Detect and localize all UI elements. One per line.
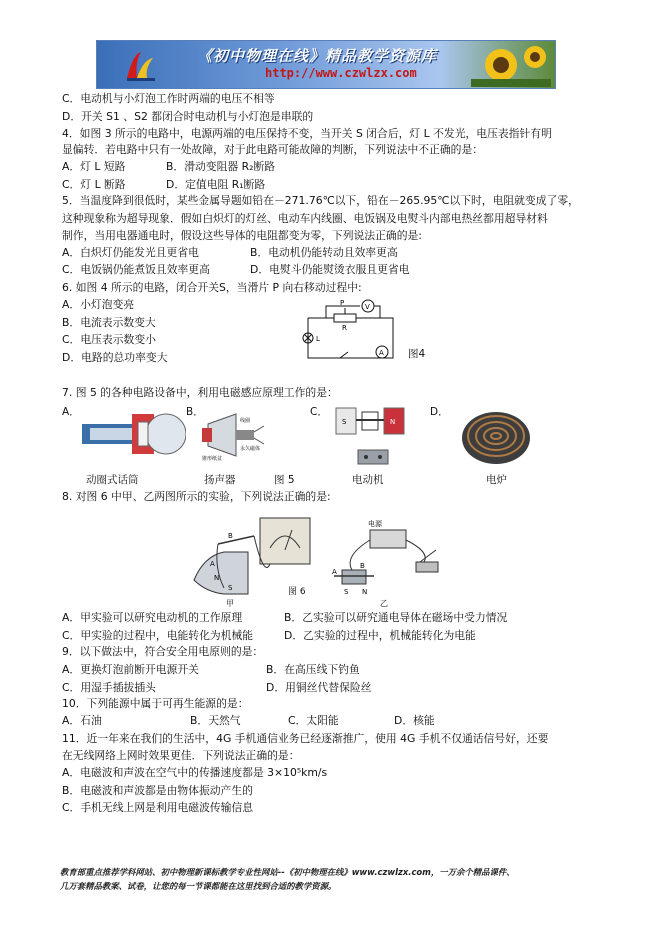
fig5-caption-microphone: 动圈式话筒 <box>86 474 139 486</box>
option-6a: A．小灯泡变亮 <box>62 298 135 311</box>
option-4d: D．定值电阻 R₁断路 <box>166 178 266 191</box>
option-5b: B．电动机仍能转动且效率更高 <box>250 246 398 259</box>
option-8c: C．甲实验的过程中，电能转化为机械能 <box>62 629 254 642</box>
speaker-part-magnet: 永久磁体 <box>240 446 261 452</box>
banner-title: 《初中物理在线》精品教学资源库 <box>197 47 438 65</box>
motor-pole-n: N <box>390 418 396 426</box>
option-10a: A．石油 <box>62 714 102 727</box>
option-10c: C．太阳能 <box>288 714 339 727</box>
question-6: 6. 如图 4 所示的电路，闭合开关S，当滑片 P 向右移动过程中: <box>62 281 362 294</box>
site-logo-icon <box>123 48 159 84</box>
fig5-label-c: C． <box>310 406 328 418</box>
loudspeaker-image <box>200 410 266 462</box>
option-4a: A．灯 L 短路 <box>62 160 126 173</box>
motor-pole-s: S <box>342 418 347 426</box>
fig5-label-b: B． <box>186 406 204 418</box>
fig4-voltmeter-label: V <box>365 303 370 311</box>
option-8d: D．乙实验的过程中，机械能转化为电能 <box>284 629 476 642</box>
fig4-label-p: P <box>340 299 345 307</box>
fig5-caption-stove: 电炉 <box>486 474 507 486</box>
question-11-line1: 11．近一年来在我们的生活中，4G 手机通信业务已经逐渐推广，使用 4G 手机不仅通话信号好，还要 <box>62 732 549 745</box>
question-7: 7. 图 5 的各种电路设备中，利用电磁感应原理工作的是： <box>62 386 338 399</box>
option-10d: D．核能 <box>394 714 435 727</box>
electric-stove-image <box>456 402 536 468</box>
option-3d: D．开关 S1 、S2 都闭合时电动机与小灯泡是串联的 <box>62 110 314 123</box>
header-banner <box>96 40 556 89</box>
fig6-left-label-b: B <box>228 532 233 540</box>
option-4c: C．灯 L 断路 <box>62 178 126 191</box>
option-3c: C．电动机与小灯泡工作时两端的电压不相等 <box>62 92 275 105</box>
option-8b: B．乙实验可以研究通电导体在磁场中受力情况 <box>284 611 508 624</box>
option-9d: D．用铜丝代替保险丝 <box>266 681 372 694</box>
fig5-label-d: D． <box>430 406 449 418</box>
figure-4-caption: 图4 <box>408 348 426 360</box>
speaker-part-coil: 线圈 <box>240 418 251 424</box>
question-8: 8. 对图 6 中甲、乙两图所示的实验，下列说法正确的是: <box>62 490 331 503</box>
question-10: 10．下列能源中属于可再生能源的是： <box>62 697 249 710</box>
fig5-label-a: A． <box>62 406 80 418</box>
question-5-line3: 制作，当用电器通电时，假设这些导体的电阻都变为零，下列说法正确的是: <box>62 229 422 242</box>
fig5-caption-speaker: 扬声器 <box>204 474 236 486</box>
question-5-line2: 这种现象称为超导现象．假如白炽灯的灯丝、电动车内线圈、电饭锅及电熨斗内部电热丝都用超导材料 <box>62 212 548 225</box>
fig6-left-title: 甲 <box>226 599 234 608</box>
question-5-line1: 5．当温度降到很低时，某些金属导题如铅在－271.76℃以下，铅在－265.95℃以下时，电阻就变成了零， <box>62 194 579 207</box>
footer-line-2: 几万套精品教案、试卷，让您的每一节课都能在这里找到合适的教学资源。 <box>60 881 337 891</box>
option-5c: C．电饭锅仍能煮饭且效率更高 <box>62 263 210 276</box>
option-6c: C．电压表示数变小 <box>62 333 156 346</box>
fig6-right-label-a: A <box>332 568 337 576</box>
question-4-line2: 显偏转．若电路中只有一处故障，对于此电路可能故障的判断，下列说法中不正确的是： <box>62 143 484 156</box>
fig6-right-title: 乙 <box>380 599 388 608</box>
option-6b: B．电流表示数变大 <box>62 316 156 329</box>
fig6-right-label-b: B <box>360 562 365 570</box>
fig4-lamp-label: L <box>316 335 320 343</box>
fig6-right-label-s: S <box>344 588 349 596</box>
option-4b: B．滑动变阻器 R₂断路 <box>166 160 276 173</box>
footer-line-1: 教育部重点推荐学科网站、初中物理新课标教学专业性网站--《初中物理在线》www.czwlzx.com，一万余个精品课件、 <box>60 867 515 877</box>
option-5d: D．电熨斗仍能熨烫衣服且更省电 <box>250 263 410 276</box>
option-10b: B．天然气 <box>190 714 241 727</box>
figure-6-experiments <box>184 508 454 604</box>
question-11-line2: 在无线网络上网时效果更佳．下列说法正确的是： <box>62 749 300 762</box>
fig6-left-label-n: N <box>214 574 220 582</box>
fig6-power-source-label: 电源 <box>368 520 382 528</box>
question-9: 9．以下做法中，符合安全用电原则的是： <box>62 645 264 658</box>
option-11a: A．电磁波和声波在空气中的传播速度都是 3×10⁵km/s <box>62 766 328 779</box>
fig6-left-label-a: A <box>210 560 215 568</box>
fig4-label-r: R <box>342 324 347 332</box>
fig4-ammeter-label: A <box>379 349 384 357</box>
option-11c: C．手机无线上网是利用电磁波传输信息 <box>62 801 254 814</box>
option-11b: B．电磁波和声波都是由物体振动产生的 <box>62 784 253 797</box>
figure-4-circuit <box>288 296 418 368</box>
figure-6-caption: 图 6 <box>288 587 306 597</box>
speaker-part-cone: 锥形纸盆 <box>202 456 223 462</box>
fig5-caption-motor: 电动机 <box>352 474 384 486</box>
option-9a: A．更换灯泡前断开电源开关 <box>62 663 199 676</box>
option-6d: D．电路的总功率变大 <box>62 351 168 364</box>
fig6-left-label-s: S <box>228 584 233 592</box>
option-9c: C．用湿手插拔插头 <box>62 681 156 694</box>
electric-motor-image <box>322 402 422 470</box>
fig6-right-label-n: N <box>362 588 368 596</box>
option-8a: A．甲实验可以研究电动机的工作原理 <box>62 611 243 624</box>
question-4-line1: 4．如图 3 所示的电路中，电源两端的电压保持不变，当开关 S 闭合后，灯 L 不发光，电压表指针有明 <box>62 127 552 140</box>
banner-url[interactable]: http://www.czwlzx.com <box>265 66 417 80</box>
figure-5-caption: 图 5 <box>274 474 295 486</box>
sunflower-icon <box>471 43 551 87</box>
option-5a: A．白炽灯仍能发光且更省电 <box>62 246 199 259</box>
option-9b: B．在高压线下钓鱼 <box>266 663 360 676</box>
dynamic-microphone-image <box>82 408 186 460</box>
